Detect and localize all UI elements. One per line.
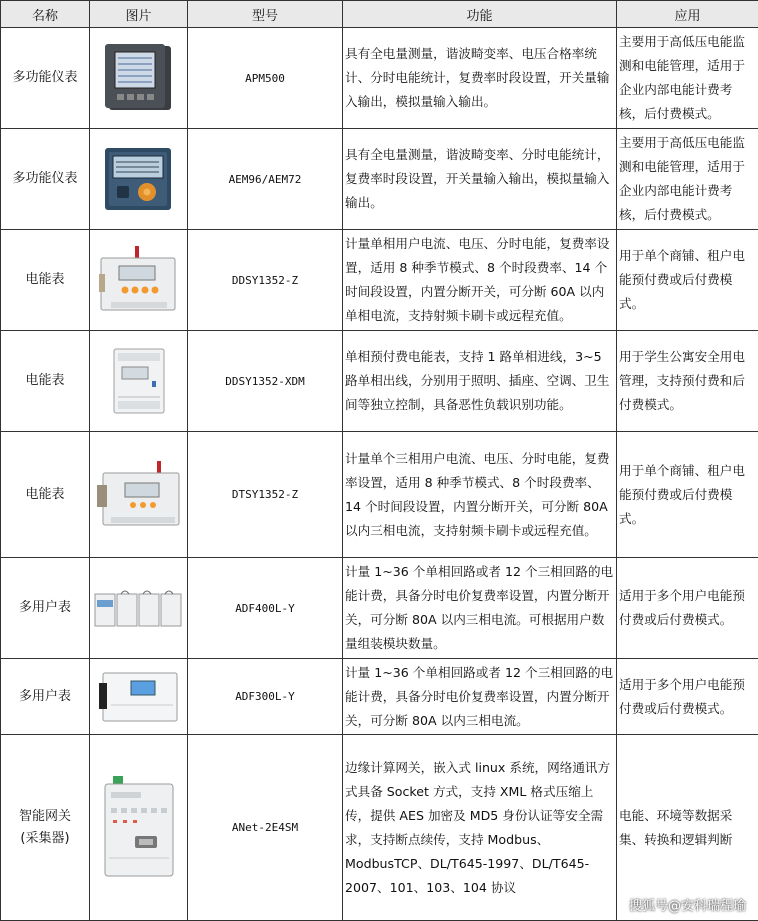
product-function: 单相预付费电能表，支持 1 路单相进线，3~5 路单相出线，分别用于照明、插座、空调、卫生间等独立控制，具备恶性负载识别功能。 [343, 331, 617, 432]
table-header-row [1, 1, 758, 28]
din-meter-dtsy-icon [95, 457, 183, 533]
gateway-anet-icon [99, 774, 179, 882]
table-row [1, 432, 758, 558]
table-row [1, 735, 758, 921]
multi-meter-adf400-icon [93, 586, 185, 630]
product-model: APM500 [188, 28, 343, 129]
meter-aem96-icon [103, 146, 175, 212]
product-model: ADF300L-Y [188, 659, 343, 735]
header-model: 型号 [188, 1, 343, 28]
header-name: 名称 [1, 1, 90, 28]
product-picture [90, 331, 188, 432]
product-name: 电能表 [1, 432, 90, 558]
product-model: DTSY1352-Z [188, 432, 343, 558]
product-function: 边缘计算网关，嵌入式 linux 系统，网络通讯方式具备 Socket 方式，支持 XML 格式压缩上传，提供 AES 加密及 MD5 身份认证等安全需求，支持断点续传，支持 Modbus、ModbusTCP、DL/T645-1997、DL/T645-2007、101、103、104 协议 [343, 735, 617, 921]
product-model: DDSY1352-Z [188, 230, 343, 331]
product-model: DDSY1352-XDM [188, 331, 343, 432]
product-picture [90, 558, 188, 659]
meter-apm500-icon [103, 42, 175, 114]
product-name: 多用户表 [1, 659, 90, 735]
product-function: 具有全电量测量，谐波畸变率、电压合格率统计、分时电能统计，复费率时段设置，开关量输入输出，模拟量输入输出。 [343, 28, 617, 129]
product-name: 电能表 [1, 331, 90, 432]
header-function: 功能 [343, 1, 617, 28]
product-model: ANet-2E4SM [188, 735, 343, 921]
header-application: 应用 [617, 1, 758, 28]
product-picture [90, 28, 188, 129]
table-row [1, 331, 758, 432]
product-application: 适用于多个用户电能预付费或后付费模式。 [617, 558, 758, 659]
multi-meter-adf300-icon [97, 669, 181, 725]
product-function: 具有全电量测量，谐波畸变率、分时电能统计，复费率时段设置，开关量输入输出，模拟量输入输出。 [343, 129, 617, 230]
product-model: AEM96/AEM72 [188, 129, 343, 230]
product-function: 计量 1~36 个单相回路或者 12 个三相回路的电能计费，具备分时电价复费率设置，内置分断开关，可分断 80A 以内三相电流。 [343, 659, 617, 735]
product-application: 用于学生公寓安全用电管理，支持预付费和后付费模式。 [617, 331, 758, 432]
product-name: 多用户表 [1, 558, 90, 659]
product-function: 计量 1~36 个单相回路或者 12 个三相回路的电能计费，具备分时电价复费率设置，内置分断开关，可分断 80A 以内三相电流。可根据用户数量组装模块数量。 [343, 558, 617, 659]
din-meter-xdm-icon [108, 345, 170, 417]
header-picture: 图片 [90, 1, 188, 28]
product-application: 电能、环境等数据采集、转换和逻辑判断 [617, 735, 758, 921]
product-application: 用于单个商铺、租户电能预付费或后付费模式。 [617, 230, 758, 331]
product-picture [90, 230, 188, 331]
product-name: 电能表 [1, 230, 90, 331]
product-name: 多功能仪表 [1, 28, 90, 129]
table-row [1, 659, 758, 735]
product-application: 适用于多个用户电能预付费或后付费模式。 [617, 659, 758, 735]
watermark: 搜狐号@安科瑞程瑜 [629, 895, 746, 914]
product-application: 主要用于高低压电能监测和电能管理，适用于企业内部电能计费考核，后付费模式。 [617, 129, 758, 230]
product-application: 用于单个商铺、租户电能预付费或后付费模式。 [617, 432, 758, 558]
product-name: 智能网关 (采集器) [1, 735, 90, 921]
product-name: 多功能仪表 [1, 129, 90, 230]
product-function: 计量单个三相用户电流、电压、分时电能，复费率设置，适用 8 种季节模式、8 个时段费率、14 个时间段设置，内置分断开关，可分断 80A 以内三相电流，支持射频卡刷卡或远程充值。 [343, 432, 617, 558]
product-picture [90, 659, 188, 735]
table-row [1, 230, 758, 331]
product-picture [90, 129, 188, 230]
product-model: ADF400L-Y [188, 558, 343, 659]
product-function: 计量单相用户电流、电压、分时电能，复费率设置，适用 8 种季节模式、8 个时段费率、14 个时间段设置，内置分断开关，可分断 60A 以内单相电流，支持射频卡刷卡或远程充值。 [343, 230, 617, 331]
product-picture [90, 735, 188, 921]
product-application: 主要用于高低压电能监测和电能管理，适用于企业内部电能计费考核，后付费模式。 [617, 28, 758, 129]
din-meter-ddsy-icon [97, 244, 181, 316]
table-row [1, 28, 758, 129]
product-picture [90, 432, 188, 558]
table-row [1, 129, 758, 230]
table-row [1, 558, 758, 659]
